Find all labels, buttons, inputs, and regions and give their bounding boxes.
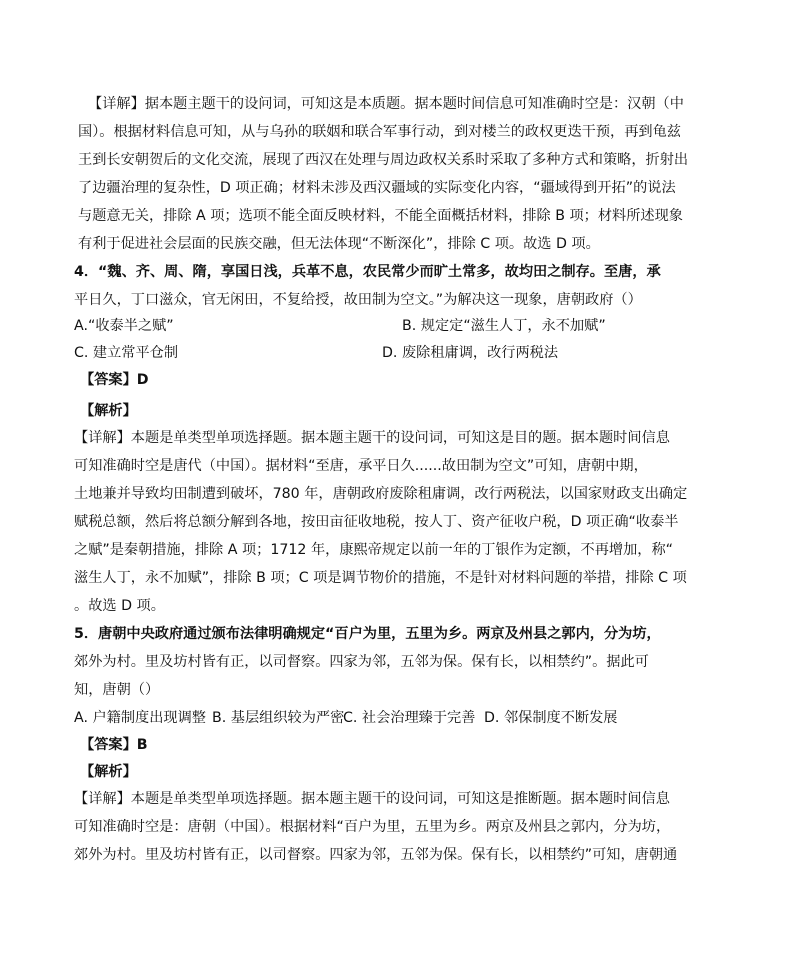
text-line: 了边疆治理的复杂性，D 项正确；材料未涉及西汉疆域的实际变化内容，“疆域得到开拓”的说法 xyxy=(78,180,676,196)
q4-detail-line: 土地兼并导致均田制遭到破坏，780 年，唐朝政府废除租庸调，改行两税法，以国家财政支出确定 xyxy=(74,486,688,502)
q5-detail-line: 郊外为村。里及坊村皆有正，以司督察。四家为邻，五邻为保。保有长，以相禁约”可知，唐朝通 xyxy=(74,847,678,863)
question-4-stem: 4．“魏、齐、周、隋，享国日浅，兵革不息，农民常少而旷土常多，故均田之制存。至唐，承 xyxy=(74,264,661,280)
q4-option-b: B. 规定定“滋生人丁，永不加赋” xyxy=(402,318,606,334)
q4-detail-line: 可知准确时空是唐代（中国）。据材料“至唐，承平日久......故田制为空文”可知，唐朝中期， xyxy=(74,458,648,474)
q4-option-c: C. 建立常平仓制 xyxy=(74,345,179,361)
q5-analysis-label: 【解析】 xyxy=(80,764,137,780)
q5-detail-line: 【详解】本题是单类型单项选择题。据本题主题干的设问词，可知这是推断题。据本题时间信息 xyxy=(74,791,670,807)
q4-detail-line: 滋生人丁，永不加赋”，排除 B 项；C 项是调节物价的措施，不是针对材料问题的举措，排除 C 项 xyxy=(74,570,687,586)
q4-detail-line: 之赋”是秦朝措施，排除 A 项；1712 年，康熙帝规定以前一年的丁银作为定额，不再增加，称“ xyxy=(74,542,673,558)
text-line: 国）。根据材料信息可知，从与乌孙的联姻和联合军事行动，到对楼兰的政权更迭干预，再到龟兹 xyxy=(78,124,681,140)
text-line: 【详解】据本题主题干的设问词，可知这是本质题。据本题时间信息可知准确时空是：汉朝（中 xyxy=(88,96,684,112)
question-5-stem-cont: 郊外为村。里及坊村皆有正，以司督察。四家为邻，五邻为保。保有长，以相禁约”。据此可 xyxy=(74,654,649,670)
q4-answer: 【答案】D xyxy=(80,372,149,388)
question-4-stem-cont: 平日久，丁口滋众，官无闲田，不复给授，故田制为空文。”为解决这一现象，唐朝政府（） xyxy=(74,292,642,308)
q5-option-a: A. 户籍制度出现调整 xyxy=(74,710,206,726)
question-5-stem-cont: 知，唐朝（） xyxy=(74,682,160,698)
q4-detail-line: 。故选 D 项。 xyxy=(74,598,165,614)
q4-option-a: A.“收泰半之赋” xyxy=(74,318,174,334)
q4-detail-line: 【详解】本题是单类型单项选择题。据本题主题干的设问词，可知这是目的题。据本题时间信息 xyxy=(74,430,670,446)
question-5-stem: 5．唐朝中央政府通过颁布法律明确规定“百户为里，五里为乡。两京及州县之郭内，分为坊， xyxy=(74,626,661,642)
q4-option-d: D. 废除租庸调，改行两税法 xyxy=(382,345,559,361)
text-line: 与题意无关，排除 A 项；选项不能全面反映材料，不能全面概括材料，排除 B 项；材料所述现象 xyxy=(78,208,683,224)
text-line: 有利于促进社会层面的民族交融，但无法体现“不断深化”，排除 C 项。故选 D 项。 xyxy=(78,236,600,252)
q5-detail-line: 可知准确时空是：唐朝（中国）。根据材料“百户为里，五里为乡。两京及州县之郭内，分为坊， xyxy=(74,819,671,835)
q4-analysis-label: 【解析】 xyxy=(80,403,137,419)
q5-option-c: C. 社会治理臻于完善 xyxy=(343,710,476,726)
q5-option-b: B. 基层组织较为严密 xyxy=(212,710,345,726)
q4-detail-line: 赋税总额，然后将总额分解到各地，按田亩征收地税，按人丁、资产征收户税，D 项正确“收泰半 xyxy=(74,514,679,530)
q5-answer: 【答案】B xyxy=(80,737,148,753)
text-line: 王到长安朝贺后的文化交流，展现了西汉在处理与周边政权关系时采取了多种方式和策略，折射出 xyxy=(78,152,688,168)
q5-option-d: D. 邻保制度不断发展 xyxy=(484,710,618,726)
